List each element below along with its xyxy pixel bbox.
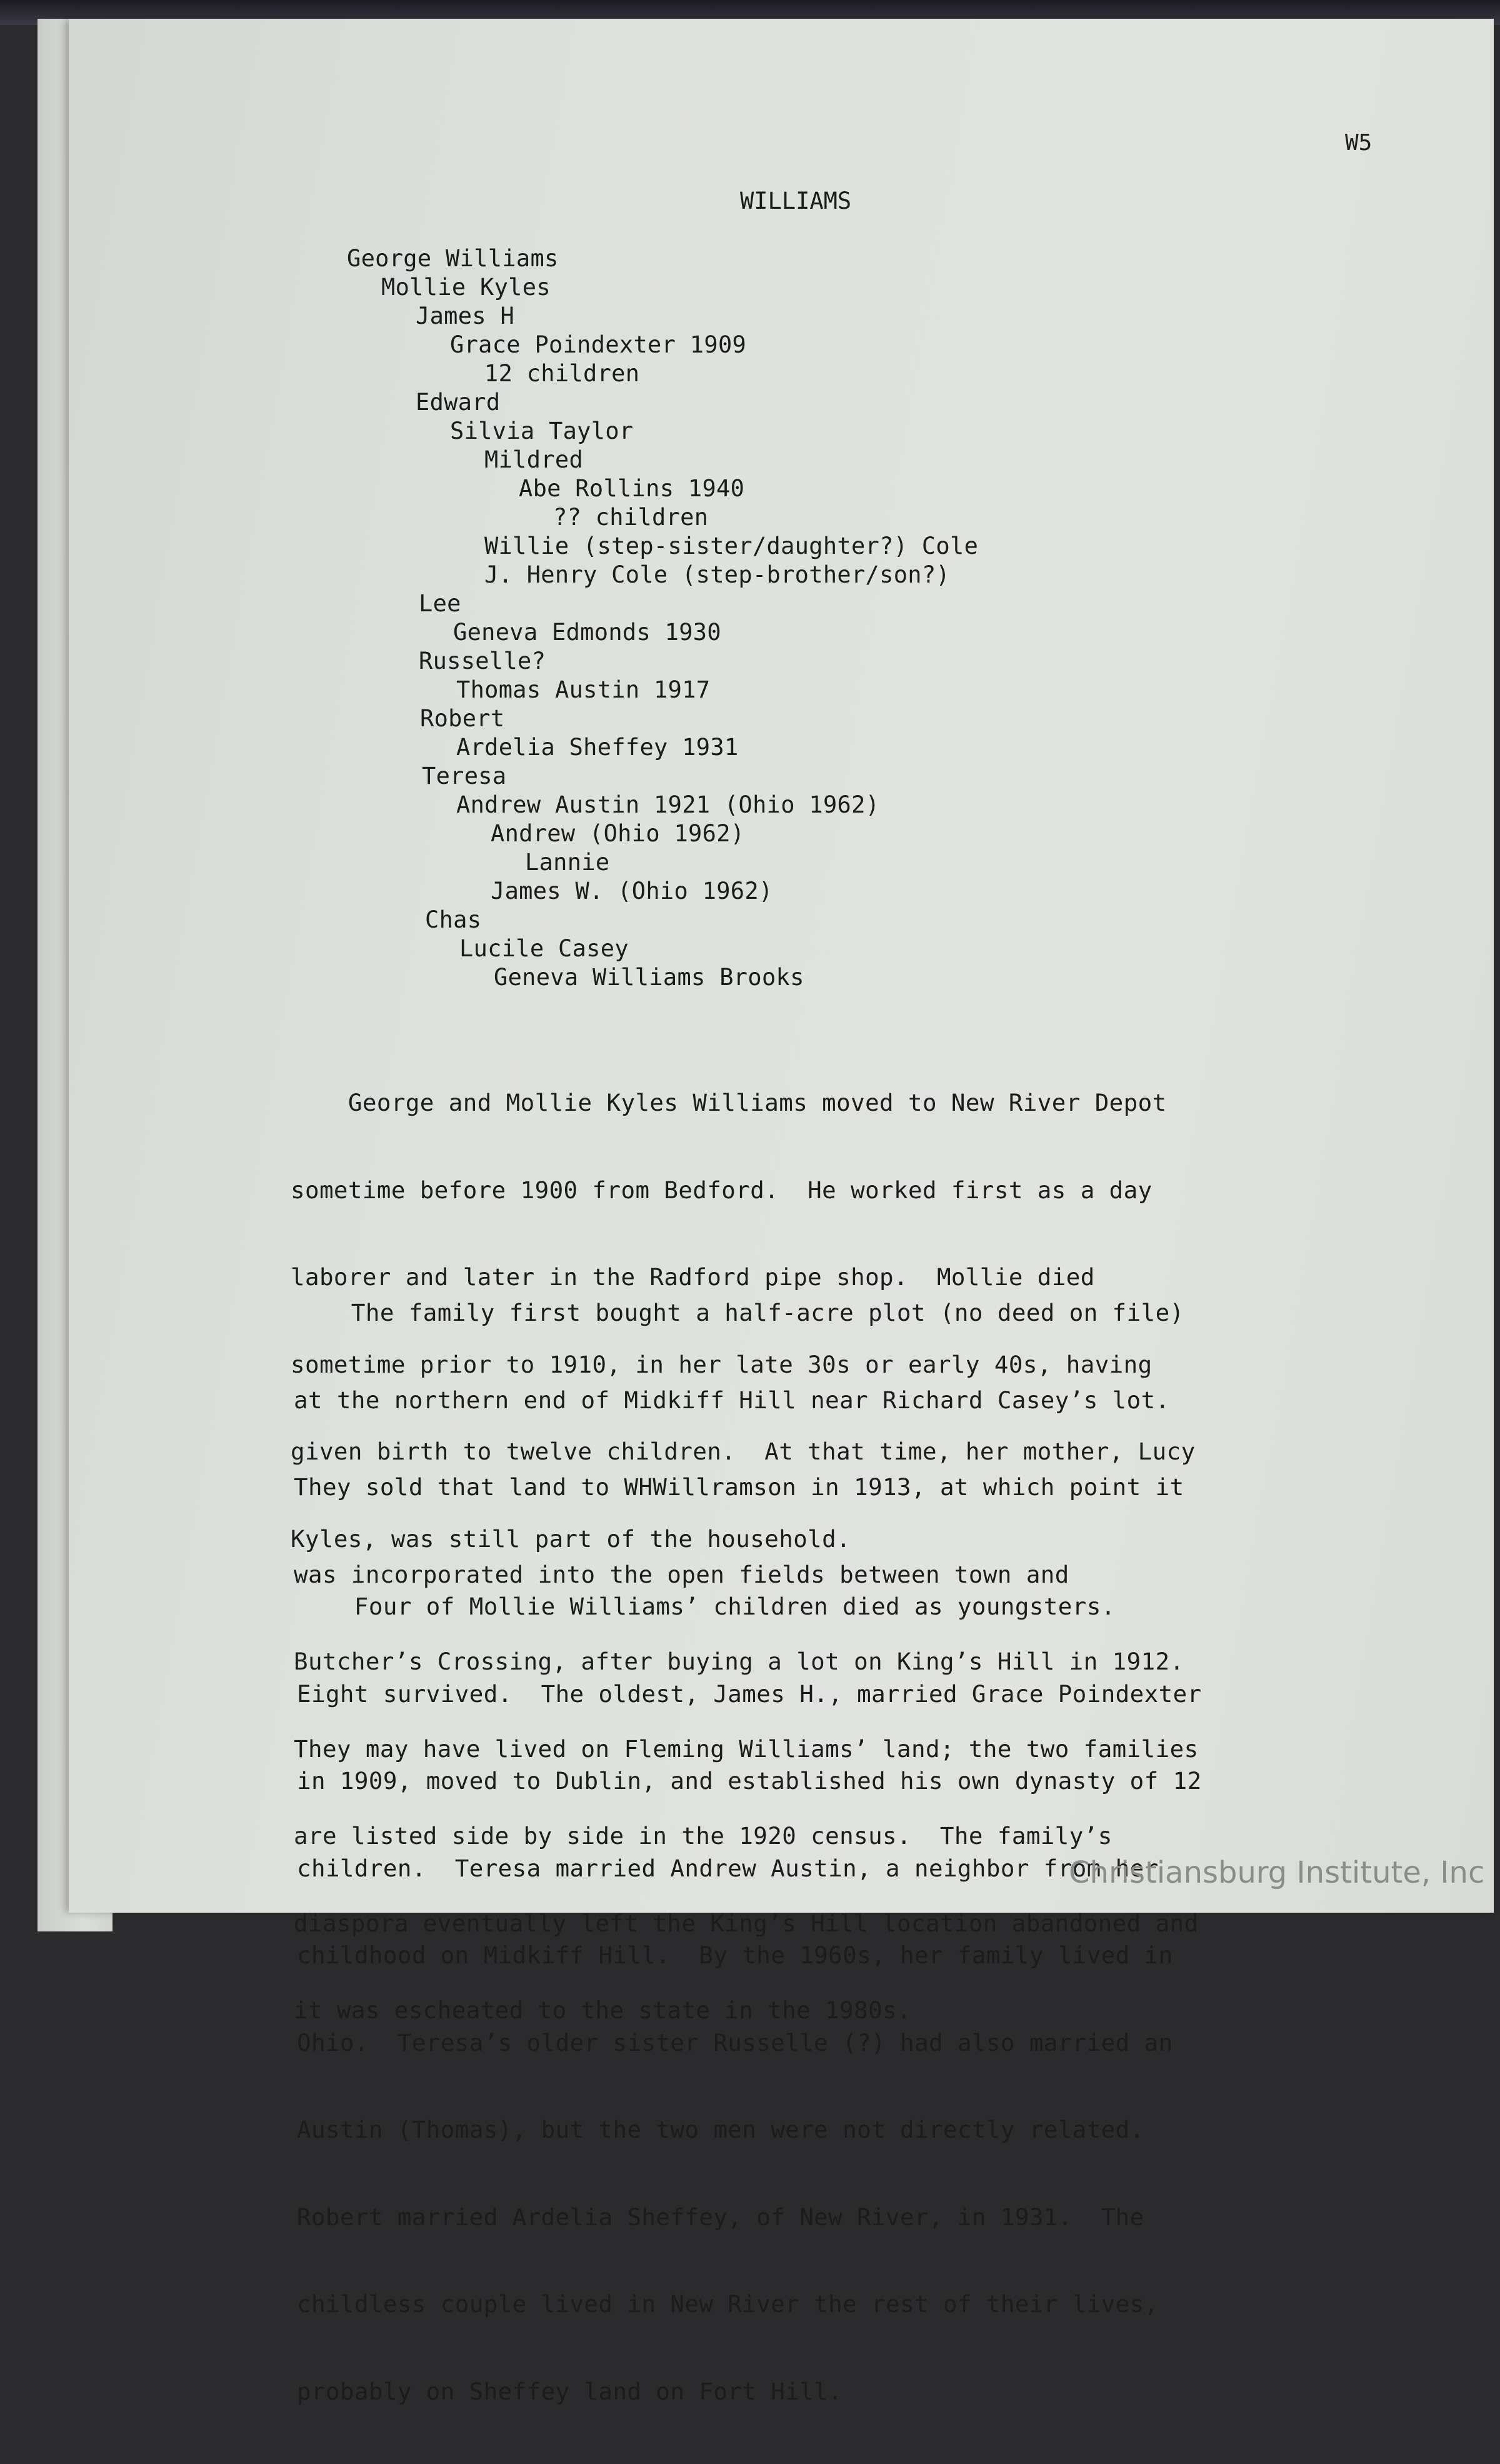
watermark: Christiansburg Institute, Inc <box>1069 1855 1485 1890</box>
text-line: They may have lived on Fleming Williams’ land; the two families <box>294 1735 1199 1763</box>
tree-entry: Chas <box>425 906 482 933</box>
text-line: it was escheated to the state in the 1980s. <box>294 1996 912 2024</box>
tree-entry: Edward <box>416 389 501 416</box>
text-line: given birth to twelve children. At that time, her mother, Lucy <box>291 1438 1196 1465</box>
text-line: are listed side by side in the 1920 census. The family’s <box>294 1822 1112 1850</box>
page-number: W5 <box>1345 130 1372 156</box>
text-line: was incorporated into the open fields between town and <box>294 1560 1069 1588</box>
tree-entry: Silvia Taylor <box>450 418 634 444</box>
text-line: Butcher’s Crossing, after buying a lot on King’s Hill in 1912. <box>294 1648 1184 1675</box>
page-heading: WILLIAMS <box>740 188 852 214</box>
text-line: laborer and later in the Radford pipe shop. Mollie died <box>291 1263 1095 1291</box>
text-line: childless couple lived in New River the rest of their lives, <box>297 2290 1159 2318</box>
tree-entry: Ardelia Sheffey 1931 <box>456 734 739 761</box>
tree-entry: ?? children <box>553 504 709 531</box>
text-line: Eight survived. The oldest, James H., married Grace Poindexter <box>297 1680 1202 1708</box>
text-line: Kyles, was still part of the household. <box>291 1525 851 1553</box>
tree-entry: George Williams <box>347 245 559 272</box>
tree-entry: Teresa <box>422 763 507 789</box>
text-line: diaspora eventually left the King’s Hill location abandoned and <box>294 1909 1199 1937</box>
tree-entry: Mildred <box>484 446 584 473</box>
text-line: They sold that land to WHWillramson in 1913, at which point it <box>294 1473 1184 1501</box>
tree-entry: Grace Poindexter 1909 <box>450 331 747 358</box>
tree-entry: Andrew Austin 1921 (Ohio 1962) <box>456 791 880 818</box>
tree-entry: James H <box>416 303 515 329</box>
tree-entry: Lee <box>419 590 461 617</box>
text-line: childhood on Midkiff Hill. By the 1960s, her family lived in <box>297 1941 1173 1969</box>
text-line: at the northern end of Midkiff Hill near Richard Casey’s lot. <box>294 1386 1170 1414</box>
text-line: children. Teresa married Andrew Austin, a neighbor from her <box>297 1854 1159 1882</box>
text-line: George and Mollie Kyles Williams moved to New River Depot <box>291 1089 1167 1116</box>
text-line: Four of Mollie Williams’ children died as youngsters. <box>297 1593 1116 1620</box>
tree-entry: Russelle? <box>419 648 546 674</box>
tree-entry: Andrew (Ohio 1962) <box>491 820 745 847</box>
text-line: sometime before 1900 from Bedford. He worked first as a day <box>291 1176 1152 1204</box>
paragraph-3 <box>297 1534 1202 2464</box>
tree-entry: Lannie <box>525 849 610 876</box>
tree-entry: Lucile Casey <box>459 935 629 962</box>
tree-entry: Geneva Williams Brooks <box>494 964 804 991</box>
text-line: in 1909, moved to Dublin, and established his own dynasty of 12 <box>297 1767 1202 1795</box>
document-page <box>69 19 1494 2405</box>
text-line: Ohio. Teresa’s older sister Russelle (?) had also married an <box>297 2028 1173 2056</box>
tree-entry: Geneva Edmonds 1930 <box>453 619 721 646</box>
tree-entry: J. Henry Cole (step-brother/son?) <box>484 561 951 588</box>
tree-entry: Willie (step-sister/daughter?) Cole <box>484 533 979 559</box>
tree-entry: James W. (Ohio 1962) <box>491 878 773 904</box>
tree-entry: 12 children <box>484 360 640 387</box>
tree-entry: Abe Rollins 1940 <box>519 475 745 502</box>
text-line: sometime prior to 1910, in her late 30s or early 40s, having <box>291 1350 1152 1378</box>
tree-entry: Mollie Kyles <box>381 274 551 301</box>
tree-entry: Thomas Austin 1917 <box>456 676 711 703</box>
text-line: Austin (Thomas), but the two men were not directly related. <box>297 2116 1144 2143</box>
tree-entry: Robert <box>420 705 505 732</box>
text-line: probably on Sheffey land on Fort Hill. <box>297 2377 843 2405</box>
text-line: The family first bought a half-acre plot (no deed on file) <box>294 1299 1184 1326</box>
text-line: Robert married Ardelia Sheffey, of New River, in 1931. The <box>297 2203 1144 2231</box>
